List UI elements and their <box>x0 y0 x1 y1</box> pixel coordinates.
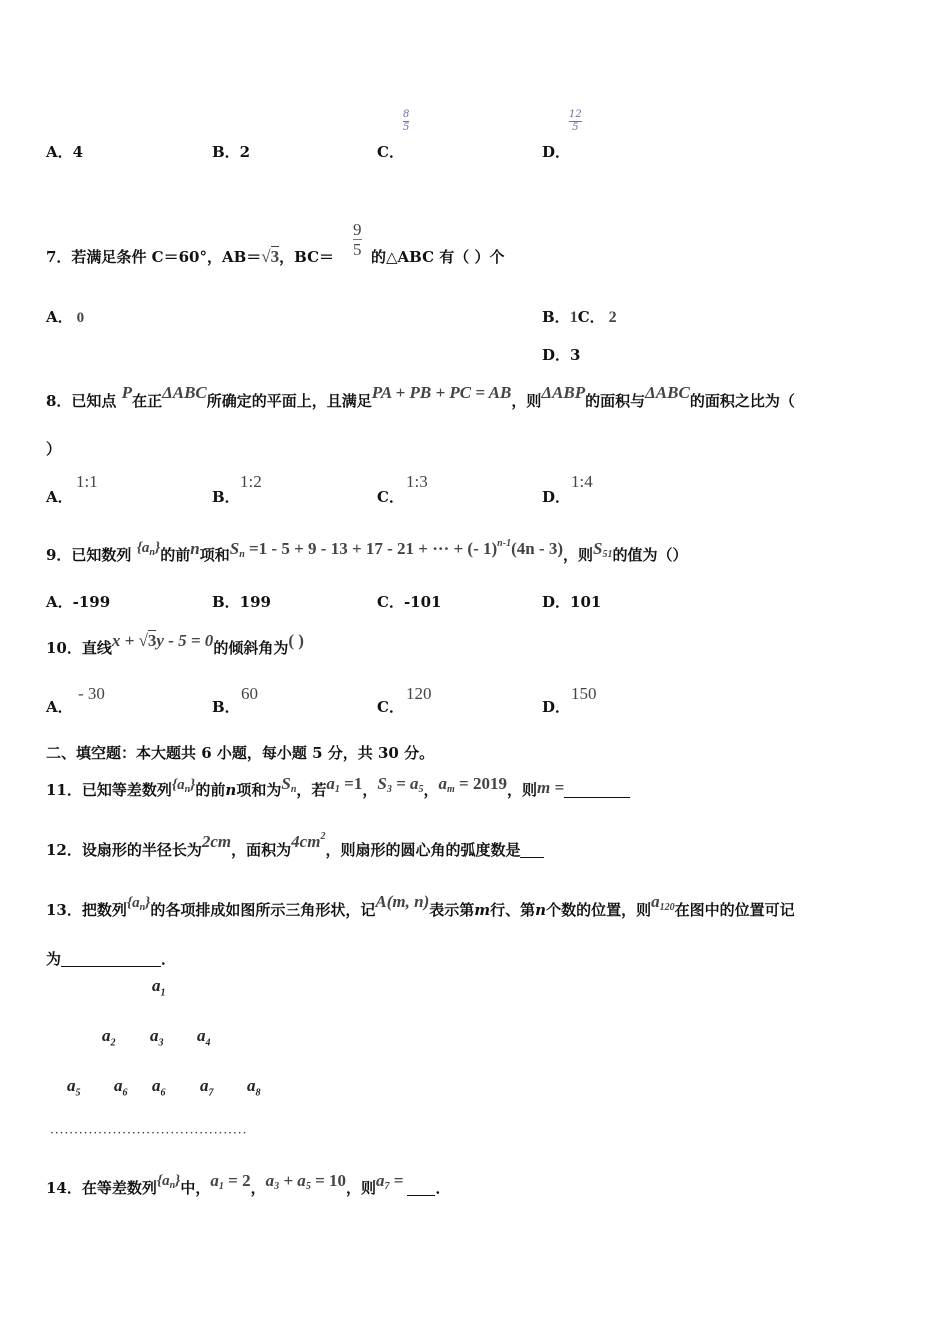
answer-paren: ( ) <box>288 631 304 650</box>
triangle-item: $a_1$ <box>152 976 166 999</box>
q8-text: 在正 <box>132 392 163 410</box>
math-n: n <box>225 781 237 799</box>
fraction-numerator: 12 <box>569 109 582 120</box>
q6-option-d-label: D． <box>542 143 571 161</box>
q7-option-b-c <box>542 306 617 327</box>
math-sn-equation: $S_n =1 - 5 + 9 - 13 + 17 - 21$ + ··· + (- 1)$^{n-1}$(4n - 3) <box>229 538 564 560</box>
math-n: n <box>535 901 547 919</box>
sqrt-symbol: √3 <box>261 247 280 266</box>
q8-option-d-label: D． <box>542 488 571 506</box>
math-s51: $S_{51}$ <box>593 539 613 560</box>
math-a7: $a_7$ = <box>376 1171 404 1192</box>
math-a1-eq: $a_1 =1$ <box>326 774 363 795</box>
q10-option-d-value: 150 <box>571 684 597 703</box>
q11-text: 项和为 <box>236 781 282 799</box>
triangle-item: $a_3$ <box>150 1026 164 1049</box>
question-8 <box>46 383 795 411</box>
triangle-item: $a_6$ <box>114 1076 128 1099</box>
option-label: B． <box>542 308 570 326</box>
option-value: 1 <box>569 309 578 326</box>
q8-option-b-value: 1:2 <box>240 472 262 491</box>
math-amn: A(m, n) <box>375 892 430 911</box>
triangle-item: $a_4$ <box>197 1026 211 1049</box>
q13-text: 表示第 <box>429 901 475 919</box>
q8-option-a-label: A． <box>46 488 73 506</box>
q11-text: 的前 <box>195 781 226 799</box>
q7-option-a <box>46 306 84 327</box>
q8-text: 的面积与 <box>585 392 646 410</box>
question-13 <box>46 892 795 921</box>
triangle-item: $a_6$ <box>152 1076 166 1099</box>
q6-option-a: A．4 <box>46 143 84 161</box>
q6-option-c-fraction <box>403 110 409 133</box>
option-label: C． <box>577 308 605 326</box>
q9-text: 的值为（） <box>612 546 688 564</box>
math-am-eq: $a_m = 2019$ <box>438 774 507 795</box>
question-11 <box>46 774 630 801</box>
math-abc: ΔABC <box>162 383 207 402</box>
q10-option-a-value: - 30 <box>78 684 105 703</box>
sequence-an: $\{a_n\}$ <box>156 1173 181 1191</box>
q9-option-c: C．-101 <box>377 593 442 611</box>
q7-option-d: D．3 <box>542 346 581 364</box>
q13-text: 行、第 <box>490 901 536 919</box>
math-sn: $S_n$ <box>281 774 297 795</box>
q13-text: 的各项排成如图所示三角形状，记 <box>150 901 376 919</box>
math-a3-a5-eq: $a_3 + a_5 = 10$ <box>265 1171 346 1192</box>
option-value: 0 <box>76 310 85 326</box>
q6-option-b: B．2 <box>212 143 251 161</box>
q14-text: ． <box>435 1179 451 1197</box>
math-abc: ΔABC <box>645 383 690 402</box>
q12-text: ，则扇形的圆心角的弧度数是 <box>325 841 521 859</box>
answer-blank[interactable] <box>61 965 161 967</box>
q8-option-b-label: B． <box>212 488 240 506</box>
line-equation: x + √3y - 5 = 0 <box>111 631 214 650</box>
q14-text: 中， <box>180 1179 211 1197</box>
math-s3-eq: $S_3 = a_5$ <box>377 774 424 795</box>
triangle-item: $a_5$ <box>67 1076 81 1099</box>
fraction-denominator: 5 <box>403 122 410 133</box>
q9-option-b: B．199 <box>212 593 271 611</box>
math-radius: 2cm <box>201 832 232 851</box>
q8-option-d-value: 1:4 <box>571 472 593 491</box>
q10-option-c-value: 120 <box>406 684 432 703</box>
comma: ， <box>250 1179 266 1197</box>
q8-text: 的面积之比为（ <box>689 392 795 410</box>
fraction-numerator: 9 <box>353 220 362 239</box>
q14-text: ，则 <box>346 1179 377 1197</box>
fraction-denominator: 5 <box>353 240 362 259</box>
q13-text: 在图中的位置可记 <box>674 901 795 919</box>
math-p: P <box>121 383 133 402</box>
q8-text: 8．已知点 <box>46 392 117 410</box>
question-10 <box>46 631 304 658</box>
q12-text: 12．设扇形的半径长为 <box>46 841 202 859</box>
sequence-an: $\{a_n\}$ <box>126 895 151 913</box>
q10-option-a-label: A． <box>46 698 73 716</box>
q10-option-c-label: C． <box>377 698 404 716</box>
q10-option-b-value: 60 <box>241 684 258 703</box>
q8-close-paren: ） <box>46 440 62 458</box>
q13-text: 为 <box>46 950 62 968</box>
ellipsis-row: ········································· <box>50 1126 248 1140</box>
sequence-an: $\{a_n\}$ <box>136 540 161 558</box>
q9-text: 9．已知数列 <box>46 546 132 564</box>
q8-text: ，则 <box>511 392 542 410</box>
q9-option-d: D．101 <box>542 593 602 611</box>
answer-blank[interactable] <box>520 856 544 858</box>
math-a120: $a_{120}$ <box>651 892 675 913</box>
q13-text: ． <box>161 950 177 968</box>
math-m: m = <box>537 778 565 797</box>
q8-option-c-label: C． <box>377 488 404 506</box>
math-area: $4cm^2$ <box>291 831 326 851</box>
q12-text: ，面积为 <box>231 841 292 859</box>
q10-option-b-label: B． <box>212 698 240 716</box>
q7-text-2: ，BC＝ <box>279 248 335 266</box>
q6-option-d-fraction <box>569 110 582 133</box>
q13-text: 13．把数列 <box>46 901 127 919</box>
q7-fraction <box>353 221 362 258</box>
triangle-item: $a_7$ <box>200 1076 214 1099</box>
sequence-an: $\{a_n\}$ <box>171 777 196 795</box>
option-value: 2 <box>608 309 617 326</box>
comma: ， <box>362 781 378 799</box>
math-a1-eq: $a_1 = 2$ <box>210 1171 251 1192</box>
question-9 <box>46 538 688 566</box>
q10-text: 10．直线 <box>46 639 112 657</box>
q11-text: ，则 <box>506 781 537 799</box>
question-14 <box>46 1171 451 1199</box>
q11-text: ，若 <box>296 781 327 799</box>
q10-text: 的倾斜角为 <box>213 639 289 657</box>
q9-text: 项和 <box>199 546 230 564</box>
q9-text: ，则 <box>563 546 594 564</box>
q13-line-2 <box>46 948 176 969</box>
q6-option-c-label: C． <box>377 143 404 161</box>
comma: ， <box>423 781 439 799</box>
q13-text: 个数的位置，则 <box>546 901 652 919</box>
triangle-item: $a_8$ <box>247 1076 261 1099</box>
q10-option-d-label: D． <box>542 698 571 716</box>
question-7 <box>46 246 334 267</box>
q8-option-c-value: 1:3 <box>406 472 428 491</box>
math-vector-equation: PA + PB + PC = AB <box>371 383 512 402</box>
answer-blank[interactable] <box>564 796 630 798</box>
q14-text: 14．在等差数列 <box>46 1179 157 1197</box>
q9-option-a: A．-199 <box>46 593 111 611</box>
math-abp: ΔABP <box>541 383 586 402</box>
q7-text-1: 7．若满足条件 C＝60°，AB＝ <box>46 248 262 266</box>
q9-text: 的前 <box>160 546 191 564</box>
q8-option-a-value: 1:1 <box>76 472 98 491</box>
sqrt-value: 3 <box>270 247 280 266</box>
q11-text: 11．已知等差数列 <box>46 781 172 799</box>
fraction-denominator: 5 <box>572 122 579 133</box>
math-n: n <box>190 539 200 558</box>
section-heading: 二、填空题：本大题共 6 小题，每小题 5 分，共 30 分。 <box>46 744 435 762</box>
q7-suffix: 的△ABC 有（ ）个 <box>371 248 505 266</box>
triangle-item: $a_2$ <box>102 1026 116 1049</box>
question-12 <box>46 831 544 860</box>
answer-blank[interactable] <box>407 1194 435 1196</box>
fraction-numerator: 8 <box>403 109 410 120</box>
math-m: m <box>474 901 491 919</box>
q8-text: 所确定的平面上，且满足 <box>206 392 372 410</box>
option-label: A． <box>46 308 73 326</box>
